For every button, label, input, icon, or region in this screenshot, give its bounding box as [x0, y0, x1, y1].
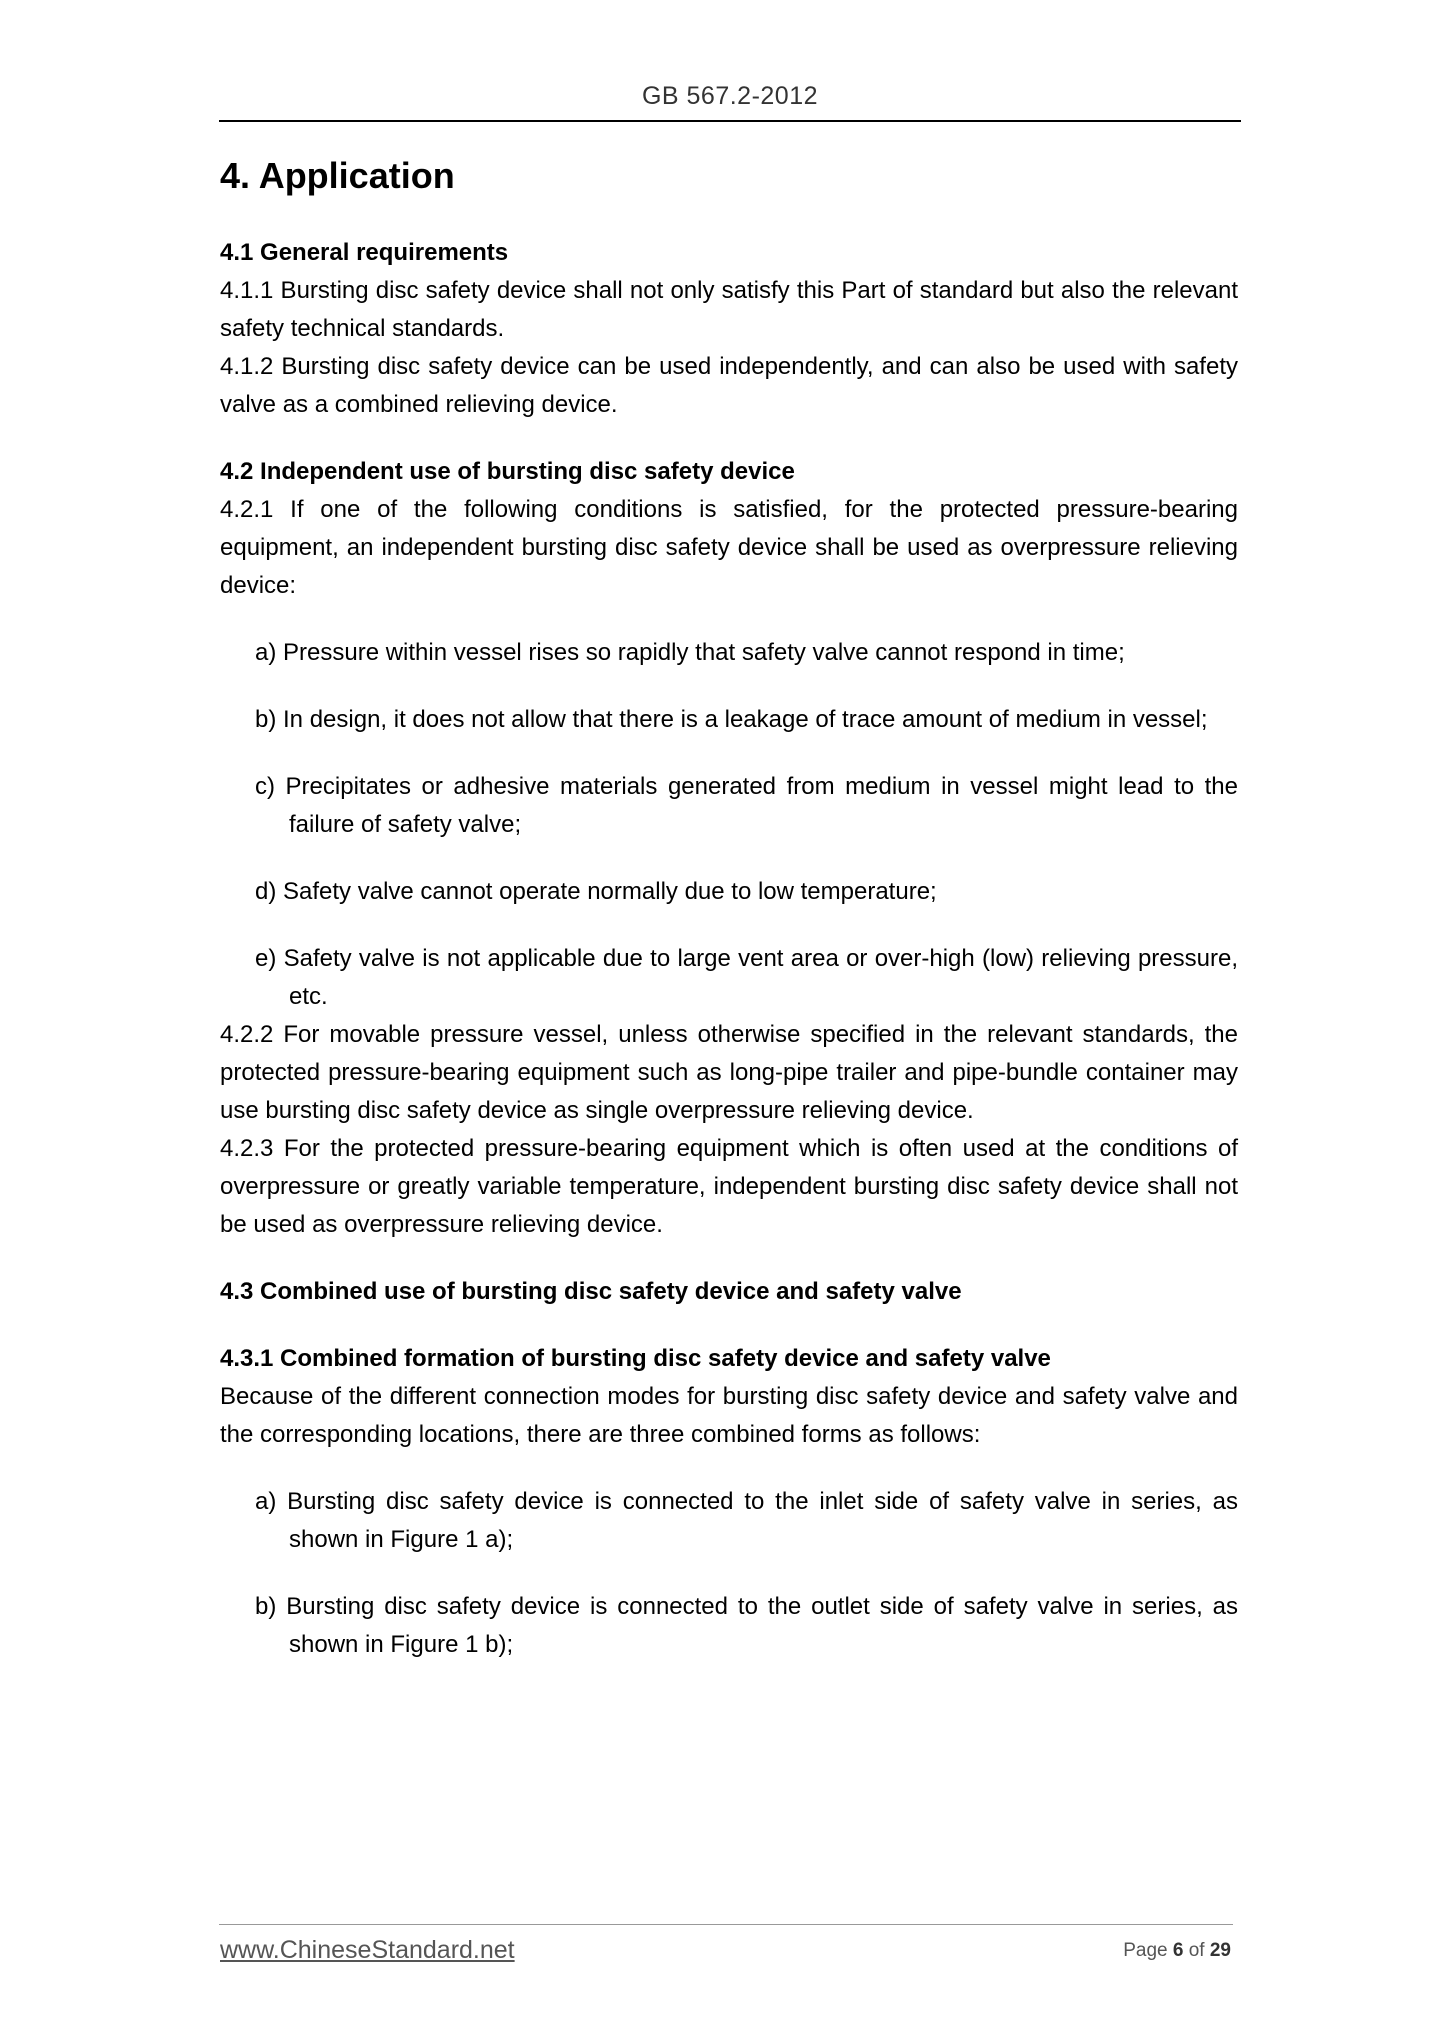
- header-divider: [219, 120, 1241, 122]
- list-item-4-2-1-d: d) Safety valve cannot operate normally due to low temperature;: [255, 878, 937, 905]
- paragraph-4-1-1: 4.1.1 Bursting disc safety device shall not only satisfy this Part of standard but also the relevant safety technical standards.: [220, 277, 1238, 342]
- footer-divider: [219, 1924, 1233, 1925]
- document-body: [220, 152, 1238, 1664]
- page-number: [1123, 1940, 1231, 1962]
- heading-4-2: 4.2 Independent use of bursting disc safety device: [220, 458, 795, 485]
- page-prefix: Page: [1123, 1940, 1168, 1961]
- heading-4-3: 4.3 Combined use of bursting disc safety device and safety valve: [220, 1278, 962, 1305]
- paragraph-4-2-3: 4.2.3 For the protected pressure-bearing equipment which is often used at the conditions of overpressure or greatly variable temperature, independent bursting disc safety device shall not be used as overpressure relieving device.: [220, 1135, 1238, 1238]
- page-current: 6: [1172, 1940, 1184, 1961]
- list-item-4-2-1-c: c) Precipitates or adhesive materials generated from medium in vessel might lead to the failure of safety valve;: [255, 773, 1238, 838]
- heading-4-1: 4.1 General requirements: [220, 239, 509, 266]
- website-link[interactable]: www.ChineseStandard.net: [220, 1936, 515, 1964]
- paragraph-4-2-2: 4.2.2 For movable pressure vessel, unless otherwise specified in the relevant standards, the protected pressure-bearing equipment such as long-pipe trailer and pipe-bundle container may use bursting disc safety device as single overpressure relieving device.: [220, 1021, 1238, 1124]
- list-item-4-2-1-e: e) Safety valve is not applicable due to large vent area or over-high (low) relieving pressure, etc.: [255, 945, 1238, 1010]
- list-item-4-2-1-a: a) Pressure within vessel rises so rapidly that safety valve cannot respond in time;: [255, 639, 1125, 666]
- list-item-4-2-1-b: b) In design, it does not allow that there is a leakage of trace amount of medium in vessel;: [255, 706, 1208, 733]
- heading-4-3-1: 4.3.1 Combined formation of bursting disc safety device and safety valve: [220, 1345, 1051, 1372]
- section-title: 4. Application: [220, 155, 455, 196]
- list-item-4-3-1-b: b) Bursting disc safety device is connected to the outlet side of safety valve in series, as shown in Figure 1 b);: [255, 1593, 1238, 1658]
- paragraph-4-3-1-intro: Because of the different connection modes for bursting disc safety device and safety valve and the corresponding locations, there are three combined forms as follows:: [220, 1383, 1238, 1448]
- page-of: of: [1188, 1940, 1205, 1961]
- paragraph-4-1-2: 4.1.2 Bursting disc safety device can be used independently, and can also be used with safety valve as a combined relieving device.: [220, 353, 1238, 418]
- page-total: 29: [1209, 1940, 1231, 1961]
- page-header-doc-code: GB 567.2-2012: [641, 82, 819, 110]
- paragraph-4-2-1: 4.2.1 If one of the following conditions is satisfied, for the protected pressure-bearing equipment, an independent bursting disc safety device shall be used as overpressure relieving device:: [220, 496, 1238, 599]
- list-item-4-3-1-a: a) Bursting disc safety device is connected to the inlet side of safety valve in series, as shown in Figure 1 a);: [255, 1488, 1238, 1553]
